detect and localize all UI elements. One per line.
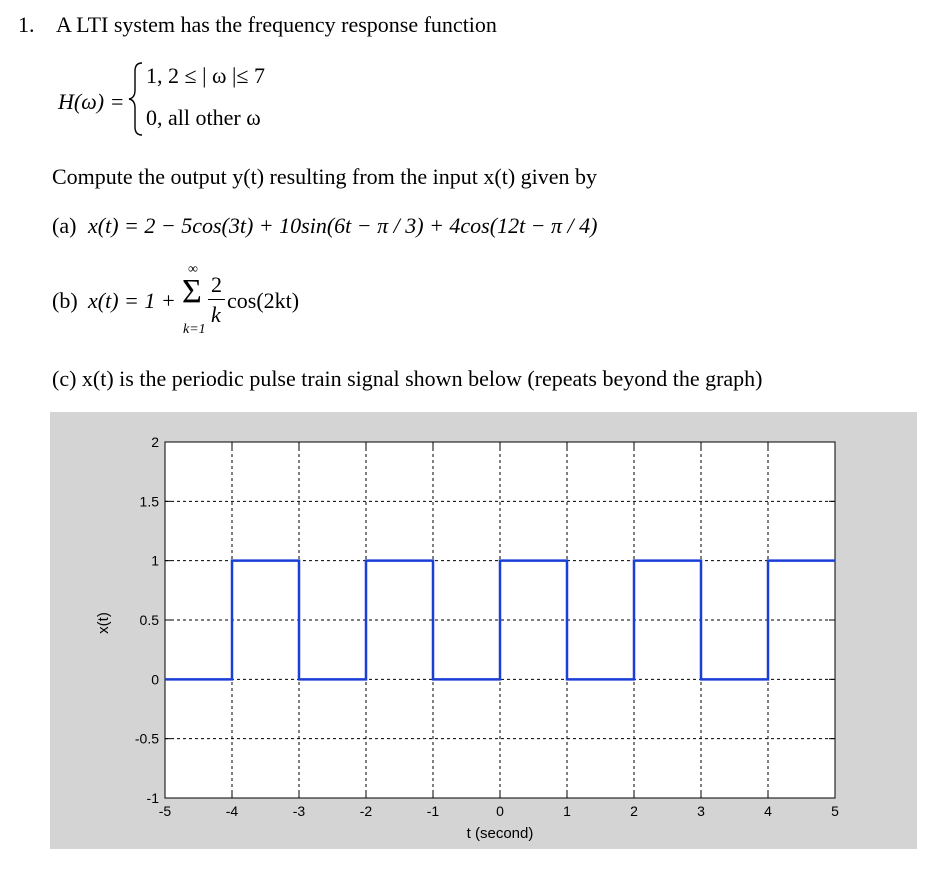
part-a-label: (a) — [52, 213, 77, 238]
fraction-numerator: 2 — [211, 272, 222, 297]
summation-sign: Σ — [182, 273, 202, 310]
frequency-response-lhs: H(ω) = — [58, 89, 125, 114]
x-tick-label: 0 — [496, 803, 504, 819]
x-tick-label: 5 — [831, 803, 839, 819]
x-tick-label: -1 — [426, 803, 440, 819]
x-tick-label: 4 — [764, 803, 772, 819]
fraction-bar — [208, 299, 225, 300]
x-tick-label: -3 — [292, 803, 306, 819]
x-tick-label: -4 — [225, 803, 239, 819]
part-c-description: (c) x(t) is the periodic pulse train signal shown below (repeats beyond the graph) — [52, 366, 763, 391]
piecewise-brace — [126, 60, 146, 138]
y-tick-label: -0.5 — [134, 730, 159, 747]
part-a-expression: x(t) = 2 − 5cos(3t) + 10sin(6t − π / 3) + 4cos(12t − π / 4) — [88, 213, 598, 238]
x-axis-label: t (second) — [466, 825, 534, 842]
compute-instruction: Compute the output y(t) resulting from the input x(t) given by — [52, 164, 598, 189]
summation-upper-limit: ∞ — [188, 262, 198, 277]
x-tick-label: 1 — [563, 803, 571, 819]
frequency-response-case-2: 0, all other ω — [146, 105, 261, 130]
part-b-lhs: x(t) = 1 + — [88, 288, 176, 313]
part-b-label: (b) — [52, 288, 78, 313]
pulse-train-figure — [50, 412, 917, 849]
y-tick-label: -1 — [146, 790, 159, 806]
y-tick-label: 1.5 — [139, 493, 159, 510]
x-tick-label: -5 — [158, 803, 172, 819]
frequency-response-case-1: 1, 2 ≤ | ω |≤ 7 — [146, 63, 265, 88]
problem-number: 1. — [18, 12, 35, 37]
y-axis-label: x(t) — [95, 612, 112, 634]
part-b-cosine-term: cos(2kt) — [227, 288, 300, 313]
x-tick-label: -2 — [359, 803, 373, 819]
y-tick-label: 1 — [151, 552, 159, 569]
fraction-denominator: k — [211, 302, 221, 327]
pulse-train-chart — [50, 412, 917, 849]
x-tick-label: 3 — [697, 803, 705, 819]
summation-lower-limit: k=1 — [183, 322, 206, 337]
y-tick-label: 2 — [151, 434, 159, 450]
problem-intro: A LTI system has the frequency response function — [56, 12, 497, 37]
y-tick-label: 0.5 — [139, 612, 159, 628]
y-tick-label: 0 — [151, 671, 159, 688]
x-tick-label: 2 — [630, 803, 638, 819]
